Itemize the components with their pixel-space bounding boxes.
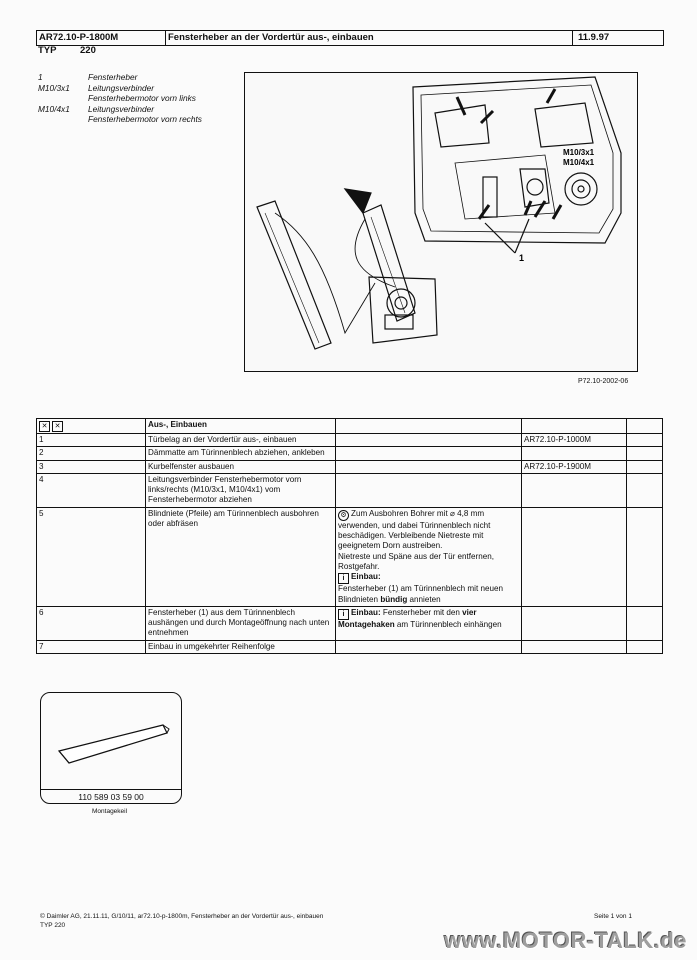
wedge-tool-illustration xyxy=(41,693,181,789)
page-number: Seite 1 von 1 xyxy=(594,913,632,920)
header-title: Aus-, Einbauen xyxy=(146,419,336,434)
type-value: 220 xyxy=(80,45,96,56)
info-icon: i xyxy=(338,609,349,620)
legend-item: Fensterhebermotor vorn links xyxy=(88,93,196,103)
callout-label: 1 xyxy=(519,253,525,263)
tool-box xyxy=(40,692,182,804)
tool-number: 110 589 03 59 00 xyxy=(40,789,182,804)
doc-number: AR72.10-P-1800M xyxy=(39,31,166,45)
door-window-regulator-illustration xyxy=(245,73,637,371)
tool-caption: Montagekeil xyxy=(92,808,128,815)
legend-item: M10/3x1 Leitungsverbinder xyxy=(38,82,154,93)
table-row: 5 Blindniete (Pfeile) am Türinnenblech ausbohren oder abfräsen ⚙ Zum Ausbohren Bohrer mit ⌀ 4,8 mm verwenden, und dabei Türinnenblech nicht beschädigen. Verbleibende Nietreste mit geeignetem Dorn austreiben. Nietreste und Späne aus der Tür entfernen, Rostgefahr. i Einbau: Fensterheber (1) am Türinnenblech mit neuen Blindnieten bündig annieten xyxy=(37,507,663,606)
procedure-table xyxy=(36,418,663,654)
row6-notes: i Einbau: Fensterheber mit den vier Montagehaken am Türinnenblech einhängen xyxy=(336,606,522,640)
table-row: 7 Einbau in umgekehrter Reihenfolge xyxy=(37,640,663,653)
table-row: 1 Türbelag an der Vordertür aus-, einbauen AR72.10-P-1000M xyxy=(37,434,663,447)
install-icon: ✕ xyxy=(52,421,63,432)
doc-date: 11.9.97 xyxy=(578,32,610,43)
technical-drawing xyxy=(244,72,638,372)
header-symbols xyxy=(37,419,146,434)
type-label: TYP xyxy=(38,45,57,56)
table-row: 2 Dämmatte am Türinnenblech abziehen, ankleben xyxy=(37,447,663,460)
drill-icon: ⚙ xyxy=(338,510,349,521)
legend-item: 1 Fensterheber xyxy=(38,72,138,82)
remove-icon: ✕ xyxy=(39,421,50,432)
legend xyxy=(38,72,202,125)
legend-item: M10/4x1 Leitungsverbinder xyxy=(38,103,154,114)
callout-label: M10/3x1 xyxy=(563,148,595,157)
callout-label: M10/4x1 xyxy=(563,158,595,167)
row5-notes: ⚙ Zum Ausbohren Bohrer mit ⌀ 4,8 mm verwenden, und dabei Türinnenblech nicht beschädigen. Verbleibende Nietreste mit geeignetem Dorn austreiben. Nietreste und Späne aus der Tür entfernen, Rostgefahr. i Einbau: Fensterheber (1) am Türinnenblech mit neuen Blindnieten bündig annieten xyxy=(336,507,522,606)
doc-title: Fensterheber an der Vordertür aus-, einbauen xyxy=(168,31,573,45)
figure-reference: P72.10-2002-06 xyxy=(578,378,629,385)
document-header xyxy=(36,30,664,46)
table-row: 6 Fensterheber (1) aus dem Türinnenblech aushängen und durch Montageöffnung nach unten entnehmen i Einbau: Fensterheber mit den vier Montagehaken am Türinnenblech einhängen xyxy=(37,606,663,640)
table-row: 3 Kurbelfenster ausbauen AR72.10-P-1900M xyxy=(37,460,663,473)
footer-line1: © Daimler AG, 21.11.11, G/10/11, ar72.10-p-1800m, Fensterheber an der Vordertür aus-, einbauen xyxy=(40,913,324,920)
table-row: 4 Leitungsverbinder Fensterhebermotor vorn links/rechts (M10/3x1, M10/4x1) vom Fensterhebermotor abziehen xyxy=(37,473,663,507)
footer-line2: TYP 220 xyxy=(40,922,66,929)
info-icon: i xyxy=(338,573,349,584)
legend-item: Fensterhebermotor vorn rechts xyxy=(88,114,202,124)
watermark: www.MOTOR-TALK.de xyxy=(444,928,687,953)
table-header-row xyxy=(37,419,663,434)
